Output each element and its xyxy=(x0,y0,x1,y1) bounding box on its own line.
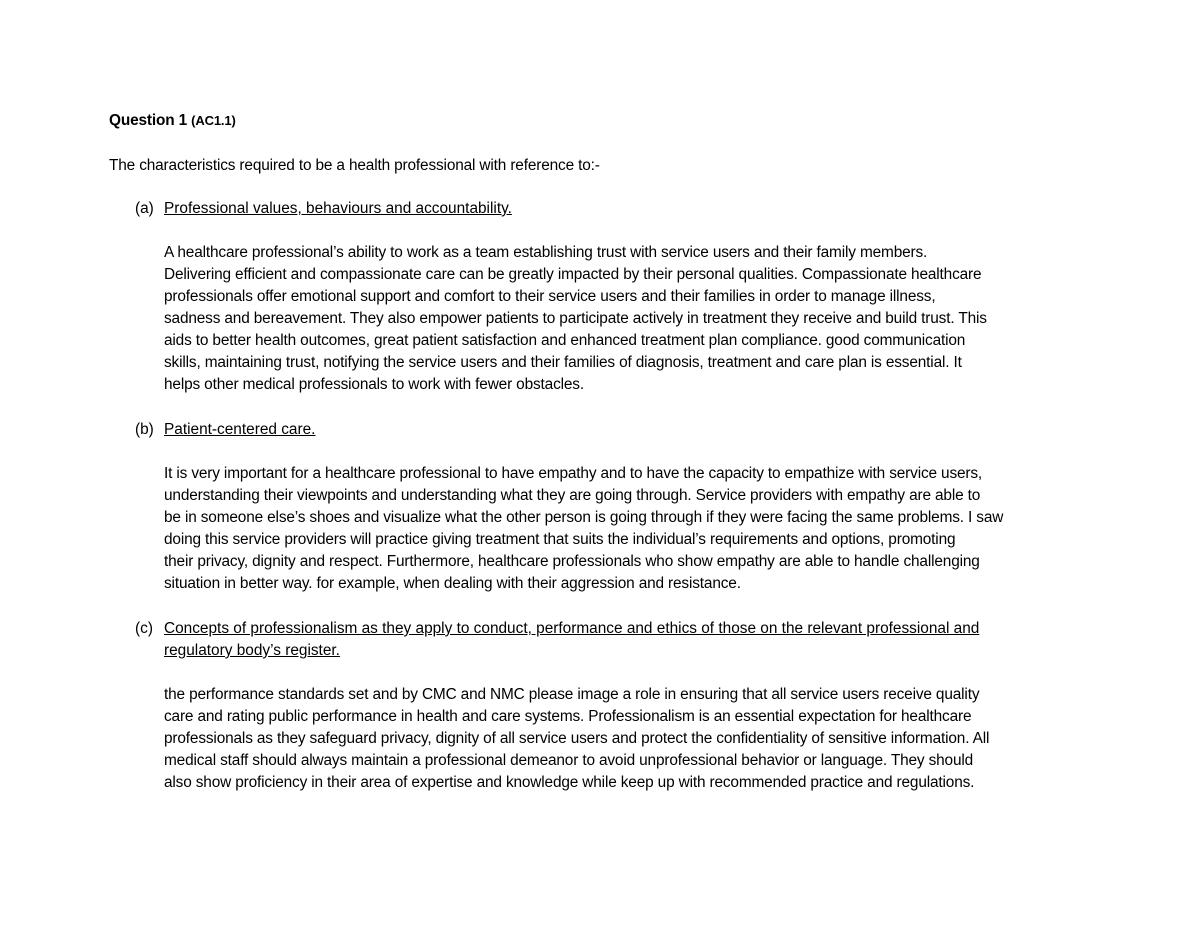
section-b-body-line: their privacy, dignity and respect. Furthermore, healthcare professionals who show empathy are able to handle challenging xyxy=(164,553,980,570)
question-title-text: Question 1 xyxy=(109,112,188,129)
section-c-heading-line: Concepts of professionalism as they apply to conduct, performance and ethics of those on the relevant professional and xyxy=(164,620,980,637)
section-a-body-line: sadness and bereavement. They also empower patients to participate actively in treatment they receive and build trust. This xyxy=(164,310,987,327)
section-b-body-line: situation in better way. for example, when dealing with their aggression and resistance. xyxy=(164,575,741,592)
section-a-body-line: helps other medical professionals to work with fewer obstacles. xyxy=(164,376,584,393)
section-a-marker: (a) xyxy=(135,200,154,217)
section-c-body-line: also show proficiency in their area of expertise and knowledge while keep up with recommended practice and regulations. xyxy=(164,774,975,791)
section-c-body-line: professionals as they safeguard privacy, dignity of all service users and protect the confidentiality of sensitive information. All xyxy=(164,730,990,747)
section-b-body-line: be in someone else’s shoes and visualize what the other person is going through if they were facing the same problems. I saw xyxy=(164,509,1004,526)
intro-text: The characteristics required to be a health professional with reference to:- xyxy=(109,157,600,174)
section-c-body-line: medical staff should always maintain a professional demeanor to avoid unprofessional behavior or language. They should xyxy=(164,752,974,769)
section-c-heading-line: regulatory body’s register. xyxy=(164,642,340,659)
section-b-body-line: It is very important for a healthcare professional to have empathy and to have the capacity to empathize with service users, xyxy=(164,465,983,482)
section-a-heading: Professional values, behaviours and accountability. xyxy=(164,200,512,217)
section-b-marker: (b) xyxy=(135,421,154,438)
section-c-body-line: care and rating public performance in health and care systems. Professionalism is an essential expectation for healthcare xyxy=(164,708,972,725)
section-a-body-line: Delivering efficient and compassionate care can be greatly impacted by their personal qualities. Compassionate healthcare xyxy=(164,266,982,283)
section-a-body-line: aids to better health outcomes, great patient satisfaction and enhanced treatment plan compliance. good communication xyxy=(164,332,966,349)
section-b-body-line: understanding their viewpoints and understanding what they are going through. Service providers with empathy are able to xyxy=(164,487,981,504)
section-a-body-line: A healthcare professional’s ability to work as a team establishing trust with service users and their family members. xyxy=(164,244,928,261)
section-a-body-line: skills, maintaining trust, notifying the service users and their families of diagnosis, treatment and care plan is essential. It xyxy=(164,354,962,371)
section-c-marker: (c) xyxy=(135,620,153,637)
section-c-body-line: the performance standards set and by CMC and NMC please image a role in ensuring that all service users receive quality xyxy=(164,686,980,703)
section-a-body-line: professionals offer emotional support and comfort to their service users and their families in order to manage illness, xyxy=(164,288,936,305)
question-reference: (AC1.1) xyxy=(191,113,236,128)
section-b-heading: Patient-centered care. xyxy=(164,421,316,438)
section-b-body-line: doing this service providers will practice giving treatment that suits the individual’s requirements and options, promoting xyxy=(164,531,956,548)
question-title xyxy=(109,110,236,132)
